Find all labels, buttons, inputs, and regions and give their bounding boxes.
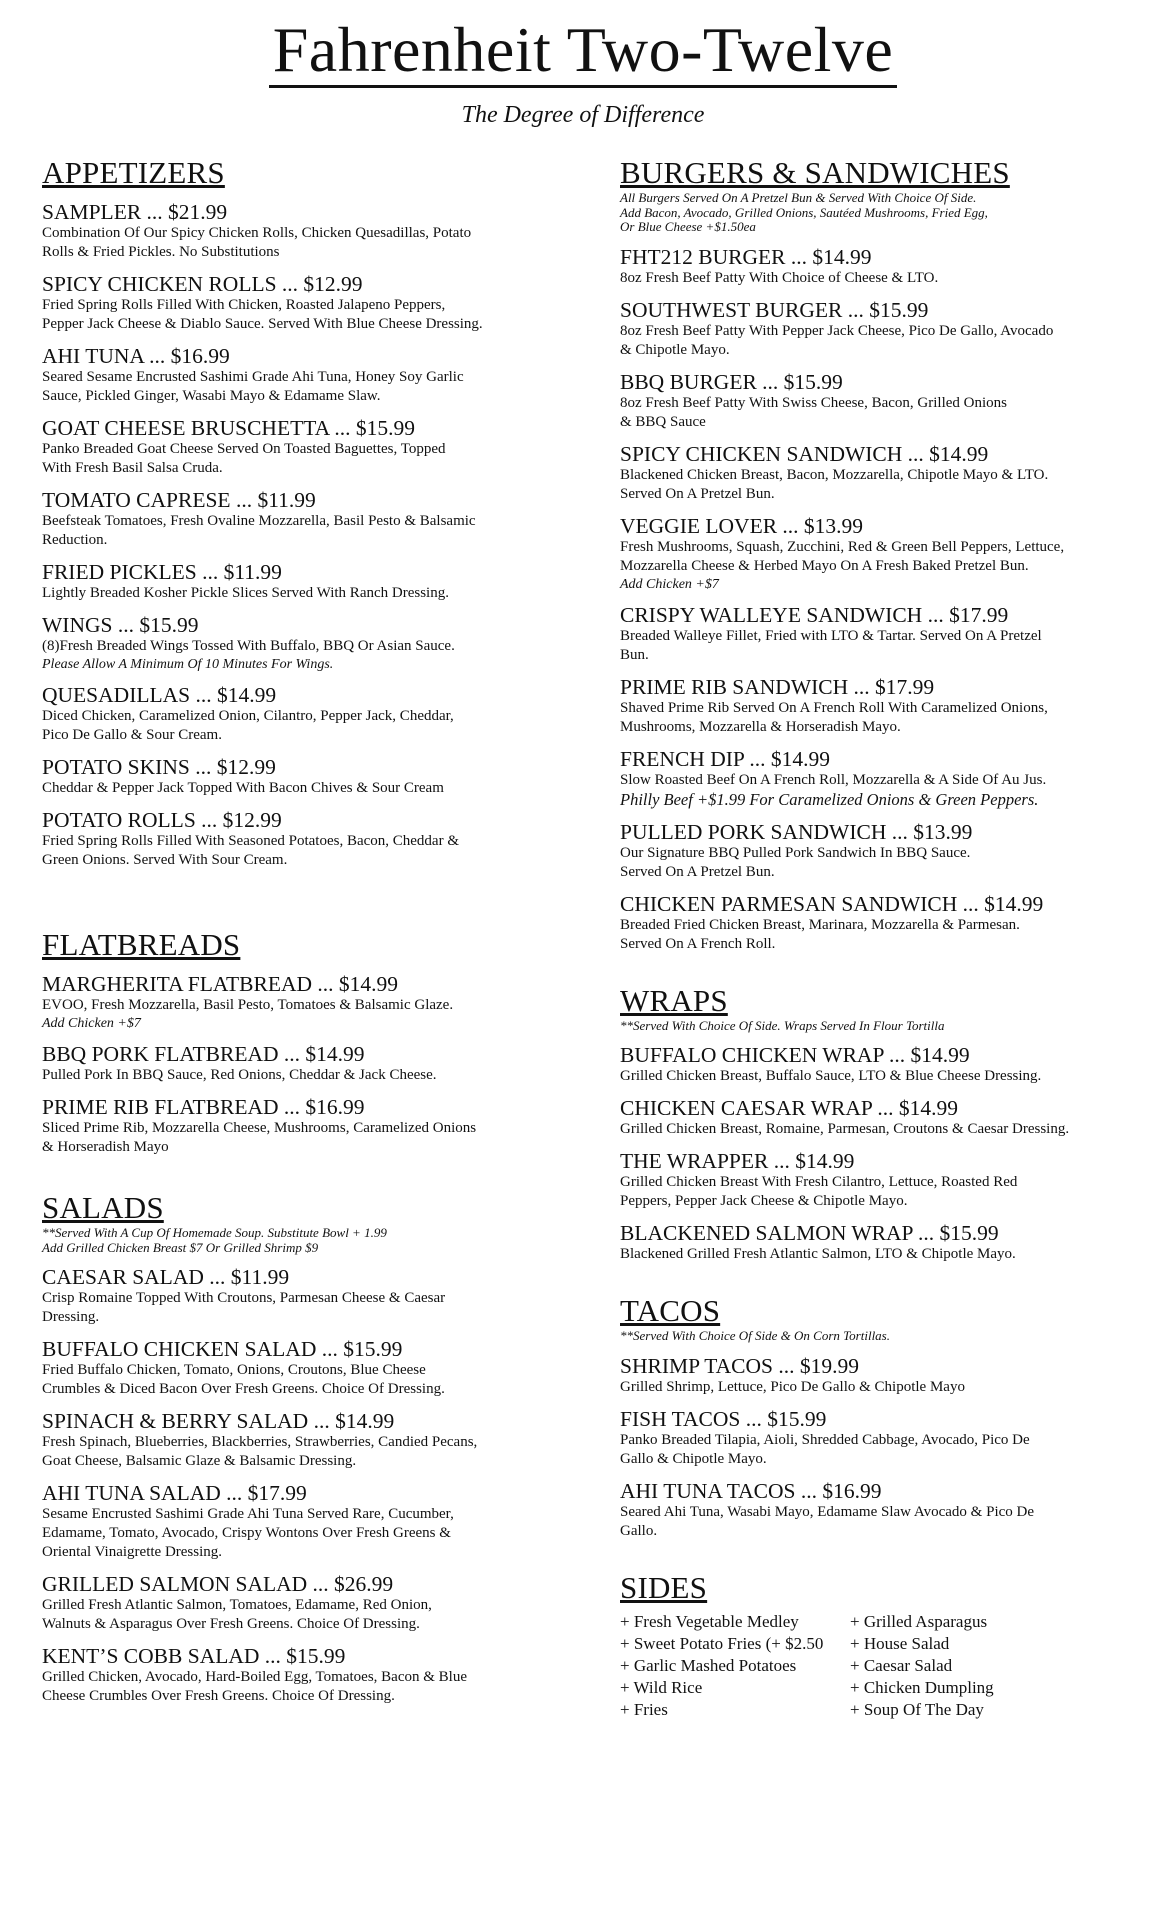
salads-list bbox=[42, 1265, 562, 1706]
side-item: + Caesar Salad bbox=[850, 1655, 953, 1675]
menu-item-name: BBQ PORK FLATBREAD ... $14.99 bbox=[42, 1042, 365, 1066]
flatbreads-section bbox=[42, 928, 562, 1157]
menu-item bbox=[42, 1337, 562, 1399]
menu-item-name: MARGHERITA FLATBREAD ... $14.99 bbox=[42, 972, 399, 996]
burgers-section bbox=[620, 156, 1140, 954]
menu-item-name: FISH TACOS ... $15.99 bbox=[620, 1406, 827, 1431]
menu-item-name: VEGGIE LOVER ... $13.99 bbox=[620, 513, 864, 538]
menu-item-name: QUESADILLAS ... $14.99 bbox=[42, 683, 277, 707]
menu-item-name: THE WRAPPER ... $14.99 bbox=[620, 1149, 855, 1173]
side-item: + Sweet Potato Fries (+ $2.50 bbox=[620, 1633, 824, 1653]
menu-item bbox=[42, 416, 562, 478]
wraps-section bbox=[620, 984, 1140, 1265]
menu-item-name: CAESAR SALAD ... $11.99 bbox=[42, 1265, 290, 1289]
menu-item-name: SAMPLER ... $21.99 bbox=[42, 200, 228, 224]
tagline: The Degree of Difference bbox=[461, 102, 705, 128]
menu-item-name: PRIME RIB SANDWICH ... $17.99 bbox=[620, 674, 935, 699]
appetizers-section bbox=[42, 156, 562, 870]
menu-item bbox=[42, 1409, 562, 1471]
burgers-note: All Burgers Served On A Pretzel Bun & Served With Choice Of Side. Add Bacon, Avocado, Grilled Onions, Sautéed Mushrooms, Fried Egg, Or Blue Cheese +$1.50ea bbox=[620, 190, 988, 234]
menu-item-description: Blackened Grilled Fresh Atlantic Salmon, LTO & Chipotle Mayo. bbox=[620, 1246, 1016, 1262]
menu-item bbox=[620, 1407, 1140, 1469]
menu-item-name: GRILLED SALMON SALAD ... $26.99 bbox=[42, 1572, 394, 1596]
menu-item bbox=[620, 892, 1140, 954]
menu-item-name: SHRIMP TACOS ... $19.99 bbox=[620, 1353, 860, 1378]
wraps-list bbox=[620, 1043, 1140, 1264]
menu-item bbox=[42, 344, 562, 406]
menu-item-name: SPINACH & BERRY SALAD ... $14.99 bbox=[42, 1409, 395, 1433]
menu-item-name: AHI TUNA ... $16.99 bbox=[42, 344, 230, 368]
menu-item-description: Combination Of Our Spicy Chicken Rolls, Chicken Quesadillas, Potato Rolls & Fried Pickles. No Substitutions bbox=[42, 225, 472, 260]
menu-item bbox=[620, 603, 1140, 665]
menu-item-name: FRENCH DIP ... $14.99 bbox=[620, 746, 831, 771]
appetizers-heading: APPETIZERS bbox=[42, 155, 225, 190]
menu-item-description: Diced Chicken, Caramelized Onion, Cilantro, Pepper Jack, Cheddar, Pico De Gallo & Sour Cream. bbox=[42, 708, 454, 743]
side-item: + Grilled Asparagus bbox=[850, 1611, 988, 1631]
flatbreads-heading: FLATBREADS bbox=[42, 927, 241, 962]
menu-item-name: BUFFALO CHICKEN WRAP ... $14.99 bbox=[620, 1043, 970, 1067]
tacos-heading: TACOS bbox=[620, 1293, 721, 1328]
left-column bbox=[42, 156, 562, 1706]
menu-item-note: Philly Beef +$1.99 For Caramelized Onions & Green Peppers. bbox=[620, 789, 1039, 809]
menu-item-description: Grilled Chicken Breast, Buffalo Sauce, LTO & Blue Cheese Dressing. bbox=[620, 1068, 1042, 1084]
wraps-heading: WRAPS bbox=[620, 982, 728, 1018]
sides-section bbox=[620, 1571, 1140, 1721]
menu-item-description: Fresh Mushrooms, Squash, Zucchini, Red & Green Bell Peppers, Lettuce, Mozzarella Cheese & Herbed Mayo On A Fresh Baked Pretzel Bun. bbox=[620, 538, 1065, 574]
menu-item bbox=[42, 1265, 562, 1327]
sides-grid bbox=[620, 1611, 1140, 1721]
menu-item bbox=[42, 488, 562, 550]
menu-item-note: Please Allow A Minimum Of 10 Minutes For Wings. bbox=[42, 657, 334, 672]
menu-item-description: Breaded Walleye Fillet, Fried with LTO & Tartar. Served On A Pretzel Bun. bbox=[620, 627, 1042, 663]
menu-item-description: Lightly Breaded Kosher Pickle Slices Served With Ranch Dressing. bbox=[42, 585, 449, 601]
menu-item-description: Fried Spring Rolls Filled With Seasoned Potatoes, Bacon, Cheddar & Green Onions. Served With Sour Cream. bbox=[42, 833, 460, 868]
menu-item-description: Grilled Shrimp, Lettuce, Pico De Gallo & Chipotle Mayo bbox=[620, 1378, 965, 1395]
menu-item-description: EVOO, Fresh Mozzarella, Basil Pesto, Tomatoes & Balsamic Glaze. bbox=[42, 997, 454, 1013]
menu-item-description: Crisp Romaine Topped With Croutons, Parmesan Cheese & Caesar Dressing. bbox=[42, 1290, 446, 1325]
menu-item-description: Sliced Prime Rib, Mozzarella Cheese, Mushrooms, Caramelized Onions & Horseradish Mayo bbox=[42, 1120, 477, 1155]
menu-item bbox=[620, 1149, 1140, 1211]
burgers-list bbox=[620, 245, 1140, 954]
menu-item-description: Our Signature BBQ Pulled Pork Sandwich In BBQ Sauce. Served On A Pretzel Bun. bbox=[620, 844, 971, 880]
menu-item-description: Panko Breaded Goat Cheese Served On Toasted Baguettes, Topped With Fresh Basil Salsa Cruda. bbox=[42, 441, 446, 476]
menu-item-name: POTATO SKINS ... $12.99 bbox=[42, 755, 276, 779]
menu-item-description: Breaded Fried Chicken Breast, Marinara, Mozzarella & Parmesan. Served On A French Roll. bbox=[620, 916, 1020, 952]
menu-item bbox=[620, 1354, 1140, 1397]
sides-right-column bbox=[850, 1611, 1090, 1721]
menu-item-name: CHICKEN CAESAR WRAP ... $14.99 bbox=[620, 1096, 959, 1120]
menu-item-name: AHI TUNA SALAD ... $17.99 bbox=[42, 1481, 307, 1505]
menu-item bbox=[620, 298, 1140, 360]
menu-item-description: Grilled Chicken Breast With Fresh Cilantro, Lettuce, Roasted Red Peppers, Pepper Jack Cheese & Chipotle Mayo. bbox=[620, 1174, 1018, 1209]
menu-item-description: (8)Fresh Breaded Wings Tossed With Buffalo, BBQ Or Asian Sauce. bbox=[42, 638, 455, 654]
menu-item bbox=[42, 1042, 562, 1085]
menu-item-name: SOUTHWEST BURGER ... $15.99 bbox=[620, 297, 929, 322]
menu-item bbox=[620, 747, 1140, 810]
menu-item bbox=[620, 1096, 1140, 1139]
menu-item-description: Shaved Prime Rib Served On A French Roll With Caramelized Onions, Mushrooms, Mozzarella & Horseradish Mayo. bbox=[620, 699, 1048, 735]
menu-item bbox=[42, 808, 562, 870]
menu-item bbox=[42, 200, 562, 262]
menu-item-name: GOAT CHEESE BRUSCHETTA ... $15.99 bbox=[42, 416, 415, 440]
tacos-note: **Served With Choice Of Side & On Corn Tortillas. bbox=[620, 1328, 890, 1343]
menu-item-name: TOMATO CAPRESE ... $11.99 bbox=[42, 488, 316, 512]
menu-item-description: Cheddar & Pepper Jack Topped With Bacon Chives & Sour Cream bbox=[42, 780, 444, 796]
restaurant-title: Fahrenheit Two-Twelve bbox=[0, 14, 1166, 86]
menu-item bbox=[620, 370, 1140, 432]
menu-item-note: Add Chicken +$7 bbox=[42, 1016, 141, 1031]
menu-item-description: Grilled Chicken Breast, Romaine, Parmesan, Croutons & Caesar Dressing. bbox=[620, 1121, 1070, 1137]
menu-item-name: BUFFALO CHICKEN SALAD ... $15.99 bbox=[42, 1337, 403, 1361]
side-item: + Garlic Mashed Potatoes bbox=[620, 1655, 797, 1675]
menu-item-description: Seared Ahi Tuna, Wasabi Mayo, Edamame Slaw Avocado & Pico De Gallo. bbox=[620, 1503, 1035, 1539]
menu-item-description: 8oz Fresh Beef Patty With Swiss Cheese, Bacon, Grilled Onions & BBQ Sauce bbox=[620, 394, 1007, 430]
menu-item-description: Seared Sesame Encrusted Sashimi Grade Ahi Tuna, Honey Soy Garlic Sauce, Pickled Ginger, Wasabi Mayo & Edamame Slaw. bbox=[42, 369, 464, 404]
menu-item-name: BBQ BURGER ... $15.99 bbox=[620, 369, 843, 394]
menu-item bbox=[620, 1479, 1140, 1541]
menu-item-name: KENT’S COBB SALAD ... $15.99 bbox=[42, 1644, 346, 1668]
menu-item bbox=[620, 675, 1140, 737]
menu-item bbox=[620, 514, 1140, 593]
menu-item-description: 8oz Fresh Beef Patty With Pepper Jack Cheese, Pico De Gallo, Avocado & Chipotle Mayo. bbox=[620, 322, 1054, 358]
menu-item bbox=[620, 442, 1140, 504]
menu-item-description: Panko Breaded Tilapia, Aioli, Shredded Cabbage, Avocado, Pico De Gallo & Chipotle Mayo. bbox=[620, 1431, 1030, 1467]
menu-item-description: 8oz Fresh Beef Patty With Choice of Cheese & LTO. bbox=[620, 269, 939, 286]
menu-item bbox=[42, 613, 562, 673]
menu-item bbox=[620, 1221, 1140, 1264]
menu-item-name: FRIED PICKLES ... $11.99 bbox=[42, 560, 282, 584]
salads-note: **Served With A Cup Of Homemade Soup. Substitute Bowl + 1.99 Add Grilled Chicken Breast $7 Or Grilled Shrimp $9 bbox=[42, 1225, 387, 1255]
menu-item-description: Fried Buffalo Chicken, Tomato, Onions, Croutons, Blue Cheese Crumbles & Diced Bacon Over Fresh Greens. Choice Of Dressing. bbox=[42, 1362, 445, 1397]
menu-item-name: FHT212 BURGER ... $14.99 bbox=[620, 244, 872, 269]
sides-heading: SIDES bbox=[620, 1569, 708, 1605]
wraps-note: **Served With Choice Of Side. Wraps Served In Flour Tortilla bbox=[620, 1017, 945, 1033]
menu-item bbox=[620, 820, 1140, 882]
menu-item-name: POTATO ROLLS ... $12.99 bbox=[42, 808, 282, 832]
menu-item-description: Blackened Chicken Breast, Bacon, Mozzarella, Chipotle Mayo & LTO. Served On A Pretzel Bun. bbox=[620, 466, 1049, 502]
side-item: + Soup Of The Day bbox=[850, 1699, 984, 1719]
menu-item-description: Sesame Encrusted Sashimi Grade Ahi Tuna Served Rare, Cucumber, Edamame, Tomato, Avocado, Crispy Wontons Over Fresh Greens & Oriental Vinaigrette Dressing. bbox=[42, 1506, 454, 1560]
tacos-section bbox=[620, 1294, 1140, 1541]
side-item: + Chicken Dumpling bbox=[850, 1677, 994, 1697]
salads-section bbox=[42, 1191, 562, 1706]
menu-item bbox=[42, 683, 562, 745]
salads-heading: SALADS bbox=[42, 1190, 164, 1225]
side-item: + Wild Rice bbox=[620, 1677, 703, 1697]
menu-item-note: Add Chicken +$7 bbox=[620, 576, 719, 592]
tacos-list bbox=[620, 1354, 1140, 1541]
menu-item bbox=[42, 1095, 562, 1157]
menu-item-name: SPICY CHICKEN ROLLS ... $12.99 bbox=[42, 272, 363, 296]
menu-item-description: Slow Roasted Beef On A French Roll, Mozzarella & A Side Of Au Jus. bbox=[620, 771, 1047, 788]
menu-item-description: Pulled Pork In BBQ Sauce, Red Onions, Cheddar & Jack Cheese. bbox=[42, 1067, 437, 1083]
side-item: + Fresh Vegetable Medley bbox=[620, 1611, 799, 1631]
menu-item-name: AHI TUNA TACOS ... $16.99 bbox=[620, 1478, 882, 1503]
menu-item-name: BLACKENED SALMON WRAP ... $15.99 bbox=[620, 1221, 999, 1245]
sides-left-column bbox=[620, 1611, 850, 1721]
menu-item-name: WINGS ... $15.99 bbox=[42, 613, 199, 637]
menu-item-description: Fresh Spinach, Blueberries, Blackberries, Strawberries, Candied Pecans, Goat Cheese, Balsamic Glaze & Balsamic Dressing. bbox=[42, 1434, 478, 1469]
menu-item-name: CHICKEN PARMESAN SANDWICH ... $14.99 bbox=[620, 891, 1044, 916]
menu-item-description: Beefsteak Tomatoes, Fresh Ovaline Mozzarella, Basil Pesto & Balsamic Reduction. bbox=[42, 513, 476, 548]
menu-item-description: Grilled Fresh Atlantic Salmon, Tomatoes, Edamame, Red Onion, Walnuts & Asparagus Over Fresh Greens. Choice Of Dressing. bbox=[42, 1597, 432, 1632]
menu-item bbox=[42, 272, 562, 334]
menu-item-name: PRIME RIB FLATBREAD ... $16.99 bbox=[42, 1095, 365, 1119]
menu-item bbox=[42, 755, 562, 798]
menu-item-name: SPICY CHICKEN SANDWICH ... $14.99 bbox=[620, 441, 989, 466]
menu-item bbox=[620, 245, 1140, 288]
side-item: + Fries bbox=[620, 1699, 668, 1719]
menu-item bbox=[42, 1481, 562, 1562]
right-column bbox=[620, 156, 1140, 1721]
menu-item-description: Grilled Chicken, Avocado, Hard-Boiled Egg, Tomatoes, Bacon & Blue Cheese Crumbles Over Fresh Greens. Choice Of Dressing. bbox=[42, 1669, 467, 1704]
menu-item bbox=[42, 1572, 562, 1634]
menu-item bbox=[42, 972, 562, 1032]
flatbreads-list bbox=[42, 972, 562, 1157]
menu-item bbox=[42, 560, 562, 603]
menu-item-name: CRISPY WALLEYE SANDWICH ... $17.99 bbox=[620, 602, 1009, 627]
burgers-heading: BURGERS & SANDWICHES bbox=[620, 155, 1010, 190]
menu-item-description: Fried Spring Rolls Filled With Chicken, Roasted Jalapeno Peppers, Pepper Jack Cheese & Diablo Sauce. Served With Blue Cheese Dressing. bbox=[42, 297, 483, 332]
side-item: + House Salad bbox=[850, 1633, 950, 1653]
menu-item bbox=[620, 1043, 1140, 1086]
menu-item-name: PULLED PORK SANDWICH ... $13.99 bbox=[620, 819, 973, 844]
appetizers-list bbox=[42, 200, 562, 870]
menu-item bbox=[42, 1644, 562, 1706]
